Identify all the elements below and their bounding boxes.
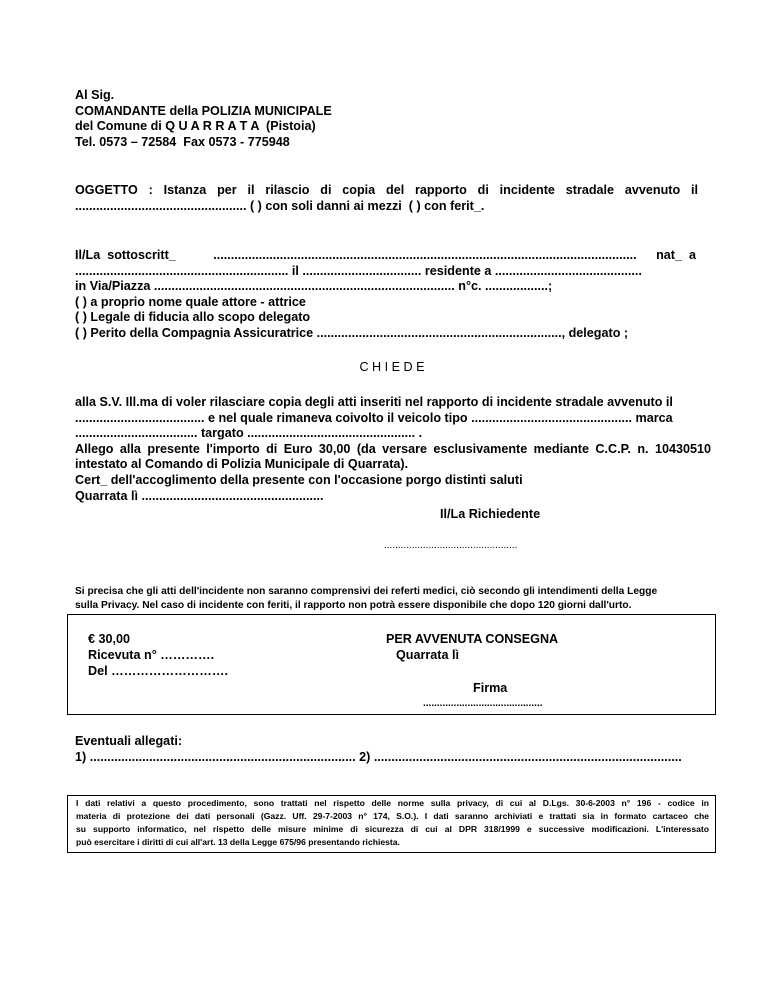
attachments-line: 1) ............................................................................ 2) ........................................................................................ [75, 749, 682, 764]
addressee-block [75, 88, 708, 150]
receipt-box [67, 614, 716, 715]
applicant-block [75, 248, 696, 342]
applicant-line: ............................................................. il .................................. residente a .......................................... [75, 263, 642, 278]
attachments-title: Eventuali allegati: [75, 734, 183, 748]
signer-label: Il/La Richiedente [440, 507, 541, 521]
request-line: Cert_ dell'accoglimento della presente con l'occasione porgo distinti saluti [75, 472, 523, 487]
receipt-date: Del ………………………. [88, 664, 228, 678]
addressee-line: Al Sig. [75, 88, 115, 102]
delivery-title: PER AVVENUTA CONSEGNA [386, 632, 559, 646]
request-line: alla S.V. Ill.ma di voler rilasciare copia degli atti inseriti nel rapporto di incidente stradale avvenuto il [75, 395, 673, 409]
addressee-line: Tel. 0573 – 72584 Fax 0573 - 775948 [75, 134, 290, 149]
delivery-sign-label: Firma [473, 681, 508, 695]
applicant-option: ( ) Perito della Compagnia Assicuratrice ......................................................................, delegato ; [75, 325, 629, 340]
subject-line: OGGETTO : Istanza per il rilascio di copia del rapporto di incidente stradale avvenuto il [75, 183, 698, 197]
request-heading: C H I E D E [359, 360, 425, 374]
privacy-line: materia di protezione dei dati personali (Gazz. Uff. 29-7-2003 n° 174, S.O.). I dati saranno archiviati e trattati sia in formato cartaceo che [76, 811, 709, 821]
applicant-option: ( ) Legale di fiducia allo scopo delegato [75, 310, 311, 325]
applicant-option: ( ) a proprio nome quale attore - attrice [75, 294, 306, 309]
subject-block [75, 183, 698, 214]
subject-line: ................................................. ( ) con soli danni ai mezzi ( ) con ferit_. [75, 198, 485, 213]
applicant-name-dots: ......................................................................................................................... [213, 248, 637, 262]
privacy-line: può esercitare i diritti di cui all'art. 13 della Legge 675/96 presentando richiesta. [76, 837, 400, 847]
delivery-place: Quarrata lì [396, 648, 459, 662]
receipt-amount: € 30,00 [88, 632, 131, 646]
addressee-line: del Comune di Q U A R R A T A (Pistoia) [75, 119, 316, 134]
applicant-first-line [75, 248, 696, 264]
delivery-sign-dots: ........................................... [423, 698, 543, 709]
request-block [75, 395, 711, 504]
request-line: Allego alla presente l'importo di Euro 30,00 (da versare esclusivamente mediante C.C.P. n. 10430510 [75, 441, 711, 456]
applicant-born-label: nat_ a [656, 248, 696, 262]
privacy-line: I dati relativi a questo procedimento, sono trattati nel rispetto delle norme sulla privacy, di cui al D.Lgs. 30-6-2003 n° 196 - codice in [76, 798, 709, 808]
receipt-number: Ricevuta n° …………. [88, 648, 215, 662]
privacy-text [76, 797, 709, 849]
attachments-block [75, 734, 715, 765]
addressee-line: COMANDANTE della POLIZIA MUNICIPALE [75, 103, 332, 118]
delivery-block [386, 631, 558, 663]
signature-line: ................................................ [384, 540, 518, 551]
request-line: intestato al Comando di Polizia Municipale di Quarrata). [75, 457, 409, 472]
request-line: ................................... targato ................................................ . [75, 426, 423, 441]
privacy-line: su supporto informatico, nel rispetto delle misure minime di sicurezza di cui al DPR 318/1999 e successive modificazioni. L'interessato [76, 824, 709, 834]
receipt-left [88, 631, 228, 679]
request-line: Quarrata lì .................................................... [75, 488, 324, 503]
notice-line: Si precisa che gli atti dell'incidente non saranno comprensivi dei referti medici, ciò secondo gli intendimenti della Legge [75, 586, 658, 597]
notice-block [75, 585, 711, 613]
applicant-label: Il/La sottoscritt_ [75, 248, 176, 262]
applicant-line: in Via/Piazza ...................................................................................... n°c. ..................; [75, 279, 553, 294]
request-line: ..................................... e nel quale rimaneva coivolto il veicolo tipo .............................................. marca [75, 410, 673, 425]
privacy-box [67, 795, 716, 853]
notice-line: sulla Privacy. Nel caso di incidente con feriti, il rapporto non potrà essere disponibile che dopo 120 giorni dall'urto. [75, 600, 632, 611]
